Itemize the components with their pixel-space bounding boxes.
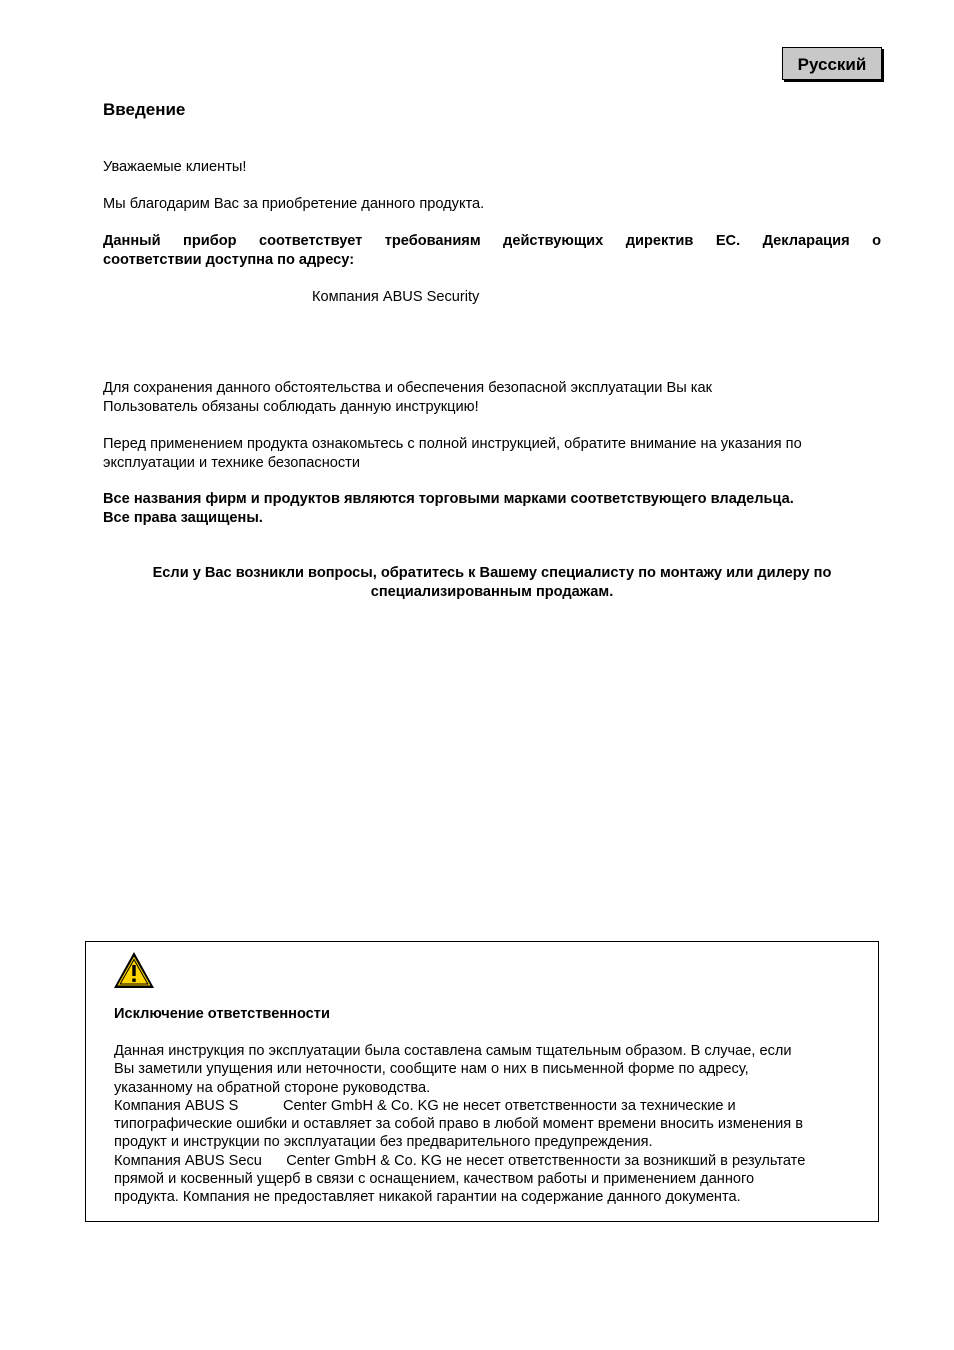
thanks-text: Мы благодарим Вас за приобретение данного продукта.: [103, 196, 485, 212]
disclaimer-line: указанному на обратной стороне руководства.: [114, 1079, 431, 1096]
disclaimer-line: продукта. Компания не предоставляет никакой гарантии на содержание данного документа.: [114, 1189, 741, 1206]
disclaimer-line: Компания ABUS S Center GmbH & Co. KG не несет ответственности за технические и: [114, 1097, 736, 1114]
disclaimer-line: Данная инструкция по эксплуатации была составлена самым тщательным образом. В случае, если: [114, 1043, 792, 1059]
disclaimer-line: типографические ошибки и оставляет за собой право в любой момент времени вносить изменения в: [114, 1116, 803, 1133]
disclaimer-line: прямой и косвенный ущерб в связи с оснащением, качеством работы и применением данного: [114, 1171, 755, 1188]
greeting-text: Уважаемые клиенты!: [103, 159, 247, 175]
safety-line-2: Пользователь обязаны соблюдать данную инструкцию!: [103, 399, 479, 415]
language-tab: Русский: [782, 47, 882, 80]
trademark-line-2: Все права защищены.: [103, 510, 263, 526]
conformity-line-1: Данный прибор соответствует требованиям действующих директив ЕС. Декларация о: [103, 233, 881, 249]
disclaimer-line: продукт и инструкции по эксплуатации без предварительного предупреждения.: [114, 1134, 653, 1151]
disclaimer-line: Компания ABUS Secu Center GmbH & Co. KG не несет ответственности за возникший в результате: [114, 1152, 806, 1169]
conformity-line-2: соответствии доступна по адресу:: [103, 252, 355, 268]
safety-line-1: Для сохранения данного обстоятельства и обеспечения безопасной эксплуатации Вы как: [103, 380, 713, 396]
company-name: Компания ABUS Security: [312, 289, 480, 305]
contact-paragraph: [103, 564, 881, 602]
page-title: Введение: [103, 100, 186, 119]
conformity-paragraph: [103, 232, 881, 270]
disclaimer-title: Исключение ответственности: [114, 1006, 330, 1022]
contact-line-1: Если у Вас возникли вопросы, обратитесь к Вашему специалисту по монтажу или дилеру по: [152, 565, 832, 581]
trademark-line-1: Все названия фирм и продуктов являются торговыми марками соответствующего владельца.: [103, 491, 794, 507]
trademark-paragraph: [103, 490, 881, 528]
disclaimer-line: Вы заметили упущения или неточности, сообщите нам о них в письменной форме по адресу,: [114, 1061, 749, 1078]
disclaimer-body: [114, 1042, 880, 1207]
safety-paragraph: [103, 379, 881, 417]
contact-line-2: специализированным продажам.: [370, 584, 614, 600]
read-line-2: эксплуатации и технике безопасности: [103, 455, 361, 471]
read-line-1: Перед применением продукта ознакомьтесь с полной инструкцией, обратите внимание на указания по: [103, 436, 802, 452]
disclaimer-box: [85, 941, 879, 1222]
warning-triangle-icon: [112, 950, 156, 990]
read-instructions-paragraph: [103, 435, 881, 473]
